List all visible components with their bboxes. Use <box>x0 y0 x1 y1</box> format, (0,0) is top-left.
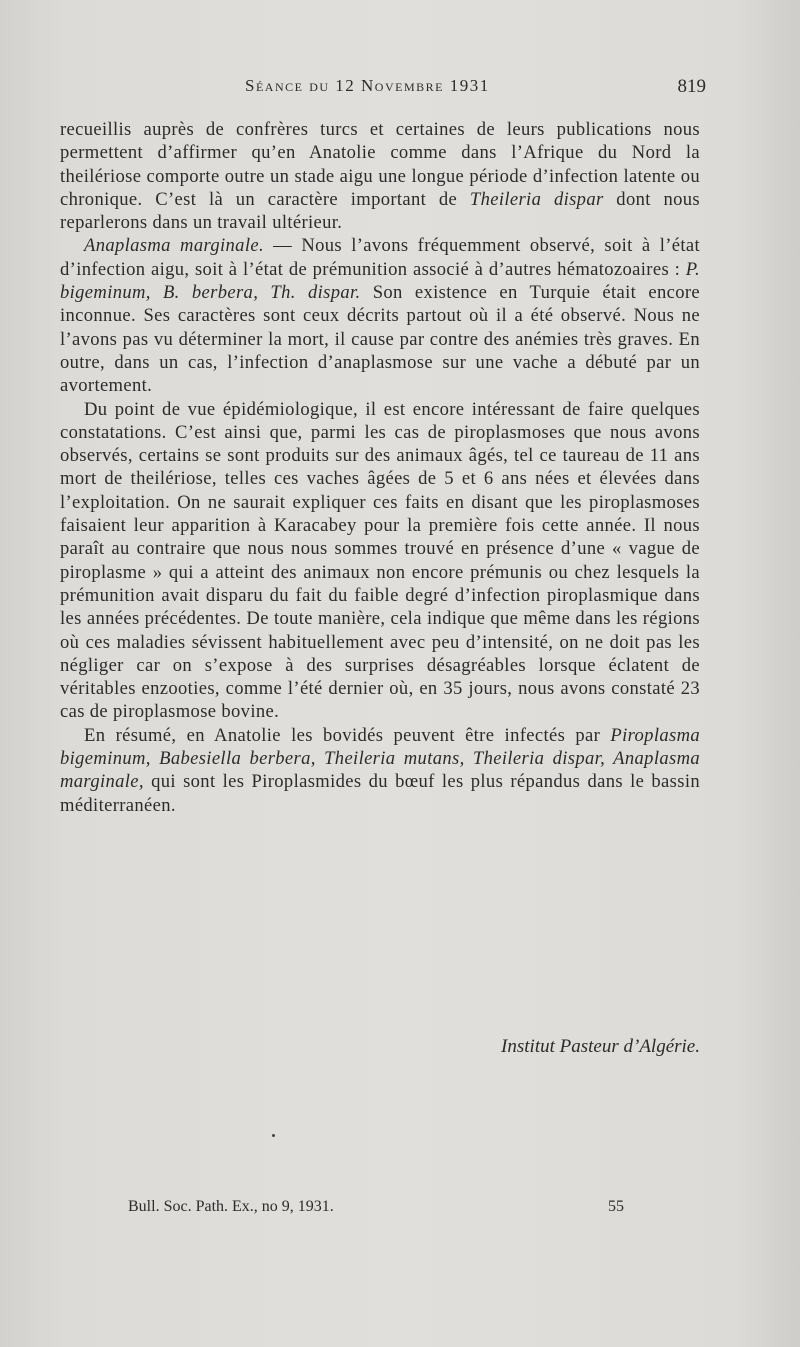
paragraph <box>60 724 700 817</box>
text-run: Son existence en Turquie était encore inconnue. Ses caractères sont ceux décrits partout où il a été observé. Nous ne l’avons pas vu déterminer la mort, il cause par contre des anémies très graves. En outre, dans un cas, l’infection d’anaplasmose sur une vache a débuté par un avortement. <box>60 282 700 397</box>
page-number: 819 <box>677 76 706 97</box>
paragraph <box>60 118 700 234</box>
text-run: dont nous reparlerons dans un travail ultérieur. <box>60 188 701 234</box>
species-name: Theileria dispar <box>469 188 604 210</box>
paragraph <box>60 398 700 724</box>
text-run: qui sont les Piroplasmides du bœuf les plus répandus dans le bassin méditerranéen. <box>60 771 700 816</box>
affiliation: Institut Pasteur d’Algérie. <box>501 1036 700 1057</box>
text-run: recueillis auprès de confrères turcs et certaines de leurs publications nous permettent d’affirmer qu’en Anatolie comme dans l’Afrique du Nord la theilériose comporte outre un stade aigu une longue période d’infection latente ou chronique. C’est là un caractère important de <box>60 119 700 210</box>
text-run: En résumé, en Anatolie les bovidés peuvent être infectés par <box>84 724 611 746</box>
body-text <box>60 118 700 817</box>
section-heading: Anaplasma marginale. <box>84 235 264 257</box>
text-run: Du point de vue épidémiologique, il est encore intéressant de faire quelques constatations. C’est ainsi que, parmi les cas de piroplasmoses que nous avons observés, certains se sont produits sur des animaux âgés, tel ce taureau de 11 ans mort de theilériose, telles ces vaches âgées de 5 et 6 ans nées et élevées dans l’exploitation. On ne saurait expliquer ces faits en disant que les piroplasmoses faisaient leur apparition à Karacabey pour la première fois cette année. Il nous paraît au contraire que nous nous sommes trouvé en présence d’une « vague de piroplasme » qui a atteint des animaux non encore prémunis ou chez lesquels la prémunition avait disparu du fait du faible degré d’infection piroplasmique dans les années précédentes. De toute manière, cela indique que même dans les régions où ces maladies sévissent habituellement avec peu d’intensité, on ne doit pas les négliger car on s’expose à des surprises désagréables lorsque éclatent de véritables enzooties, comme l’été dernier où, en 35 jours, nous avons constaté 23 cas de piroplasmose bovine. <box>60 398 700 723</box>
species-name: P. bigeminum, B. berbera, Th. dispar. <box>60 258 700 304</box>
paragraph <box>60 234 700 397</box>
footer <box>60 1198 700 1222</box>
text-run: — Nous l’avons fréquemment observé, soit à l’état d’infection aigu, soit à l’état de prémunition associé à d’autres hématozoaires : <box>60 235 700 280</box>
print-speck <box>272 1134 275 1137</box>
journal-citation: Bull. Soc. Path. Ex., no 9, 1931. <box>128 1198 334 1215</box>
sheet-number: 55 <box>608 1198 624 1215</box>
running-title: Séance du 12 Novembre 1931 <box>245 76 490 95</box>
species-name: Piroplasma bigeminum, Babesiella berbera, Theileria mutans, Theileria dispar, Anaplasma marginale, <box>60 724 700 793</box>
running-head <box>60 76 706 100</box>
